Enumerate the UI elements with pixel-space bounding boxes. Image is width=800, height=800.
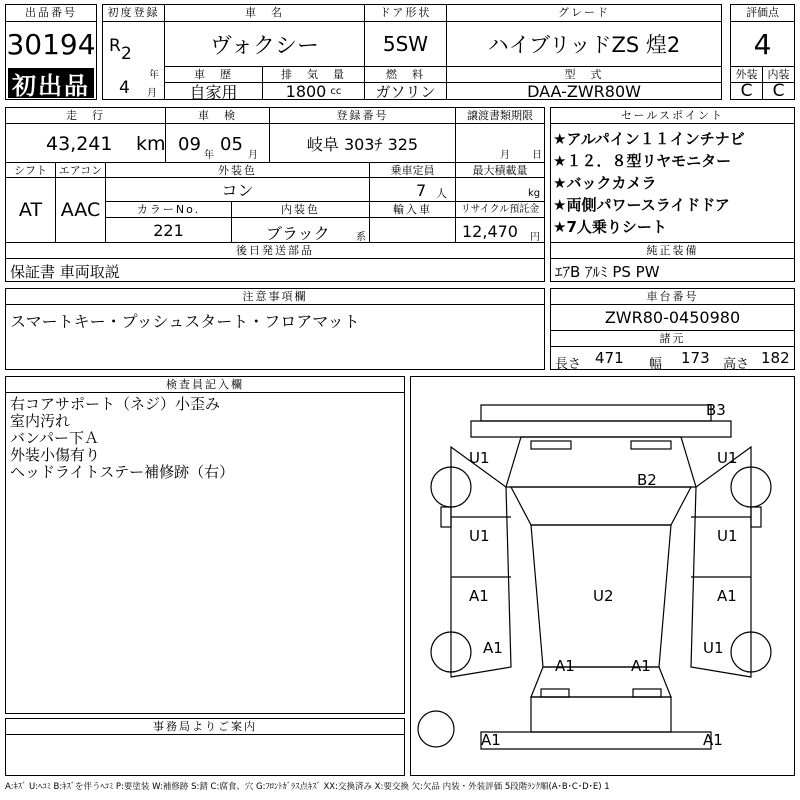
history: 自家用 xyxy=(165,83,263,99)
damage-mark: U1 xyxy=(703,639,724,657)
capacity-label: 乗車定員 xyxy=(370,162,456,178)
notes-label: 注意事項欄 xyxy=(6,289,544,305)
chassis-number: ZWR80-0450980 xyxy=(551,305,794,331)
front-panel xyxy=(471,421,731,437)
fuel: ガソリン xyxy=(365,83,447,99)
genuine-box xyxy=(550,242,795,282)
lot-number-label: 出品番号 xyxy=(6,5,96,22)
sales-points-label: セールスポイント xyxy=(551,108,794,124)
damage-mark: A1 xyxy=(717,587,737,605)
first-reg-month: 4 xyxy=(119,78,130,98)
mileage: 43,241 xyxy=(46,133,113,155)
grade: ハイブリッドZS 煌2 xyxy=(487,33,681,57)
inspection-year: 09 xyxy=(178,134,201,155)
int-color: ブラック xyxy=(266,224,330,243)
transfer-label: 譲渡書類期限 xyxy=(456,108,544,124)
later-parts-label: 後日発送部品 xyxy=(6,243,544,259)
int-color-cell xyxy=(232,218,370,242)
sales-point-item: ★両側パワースライドドア xyxy=(553,196,730,214)
score-label: 評価点 xyxy=(731,5,794,22)
damage-mark: U1 xyxy=(717,527,738,545)
specs-label: 諸元 xyxy=(551,331,794,347)
mileage-cell xyxy=(6,124,166,162)
width: 173 xyxy=(681,349,710,367)
color-no: 221 xyxy=(106,218,232,242)
damage-mark: A1 xyxy=(703,731,723,749)
int-color-label: 内装色 xyxy=(232,202,370,218)
damage-mark: A1 xyxy=(483,639,503,657)
first-listing-badge xyxy=(8,68,94,98)
transfer-cell xyxy=(456,124,544,162)
notes-box xyxy=(5,288,545,370)
mileage-unit: km xyxy=(136,133,166,155)
car-diagram xyxy=(410,376,795,776)
inspector-line: 室内汚れ xyxy=(10,412,71,430)
model-label: 型 式 xyxy=(447,66,721,83)
specs-row xyxy=(551,347,794,372)
inspector-line: ヘッドライトステー補修跡（右） xyxy=(10,463,235,481)
score-box xyxy=(730,4,795,100)
shift-label: シフト xyxy=(6,162,56,178)
damage-mark: B2 xyxy=(637,471,657,489)
height-label: 高さ xyxy=(723,357,750,372)
ext-color: コン xyxy=(106,178,370,202)
displacement-label: 排 気 量 xyxy=(263,66,365,83)
inspector-label: 検査員記入欄 xyxy=(6,377,404,393)
damage-mark: A1 xyxy=(481,731,501,749)
width-label: 幅 xyxy=(649,357,663,372)
damage-mark: A1 xyxy=(555,657,575,675)
ext-color-label: 外装色 xyxy=(106,162,370,178)
door-type: 5SW xyxy=(365,22,447,66)
sales-point-item: ★１２．８型リヤモニター xyxy=(553,152,732,170)
exterior-label: 外装 xyxy=(731,66,763,83)
import-cell xyxy=(370,218,456,242)
import-label: 輸入車 xyxy=(370,202,456,218)
sales-points-list xyxy=(553,128,793,238)
length-label: 長さ xyxy=(555,357,582,372)
transfer-day-unit: 日 xyxy=(532,150,542,161)
month-unit: 月 xyxy=(147,88,157,99)
damage-mark: U1 xyxy=(717,449,738,467)
lot-number-box xyxy=(5,4,97,100)
capacity: 7 xyxy=(416,181,427,200)
era-year: 2 xyxy=(121,44,132,64)
inspector-line: 外装小傷有り xyxy=(10,446,101,464)
door-label: ドア形状 xyxy=(365,5,447,22)
inspection-cell xyxy=(166,124,270,162)
int-color-unit: 系 xyxy=(356,232,366,243)
sales-points-box xyxy=(550,107,795,243)
later-parts-value: 保証書 車両取説 xyxy=(10,263,120,281)
interior-label: 内装 xyxy=(763,66,794,83)
sales-point-item: ★7人乗りシート xyxy=(553,218,667,236)
lot-number: 30194 xyxy=(6,27,96,61)
chassis-box xyxy=(550,288,795,370)
later-parts-box xyxy=(5,242,545,282)
first-reg-year-cell xyxy=(103,22,165,81)
load-cell xyxy=(456,178,544,202)
mileage-label: 走 行 xyxy=(6,108,166,124)
car-name: ヴォクシー xyxy=(165,22,365,66)
capacity-cell xyxy=(370,178,456,202)
car-name-label: 車 名 xyxy=(165,5,365,22)
windshield xyxy=(511,487,691,525)
reg-label: 登録番号 xyxy=(270,108,456,124)
front-bumper xyxy=(481,405,711,421)
damage-mark: U2 xyxy=(593,587,614,605)
damage-mark: A1 xyxy=(469,587,489,605)
sales-point-item: ★アルパイン１１インチナビ xyxy=(553,130,745,148)
recycle-cell xyxy=(456,218,544,242)
right-mirror xyxy=(751,507,761,527)
recycle-unit: 円 xyxy=(530,232,540,243)
inspection-year-unit: 年 xyxy=(204,150,214,161)
era: R xyxy=(109,36,121,56)
details-box xyxy=(5,107,545,243)
inspection-label: 車 検 xyxy=(166,108,270,124)
model: DAA-ZWR80W xyxy=(527,81,641,101)
damage-mark: U1 xyxy=(469,449,490,467)
length: 471 xyxy=(595,349,624,367)
load-unit: kg xyxy=(528,188,541,199)
bonnet xyxy=(506,437,696,487)
inspection-month: 05 xyxy=(220,134,243,155)
damage-mark: A1 xyxy=(631,657,651,675)
month-cell xyxy=(103,66,165,99)
load-label: 最大積載量 xyxy=(456,162,544,178)
inspector-box xyxy=(5,376,405,714)
inspector-line: バンパー下Ａ xyxy=(10,429,99,447)
main-header-box xyxy=(102,4,722,100)
inspector-line: 右コアサポート（ネジ）小歪み xyxy=(10,395,221,413)
recycle: 12,470 xyxy=(462,222,518,241)
score: 4 xyxy=(753,27,772,61)
chassis-label: 車台番号 xyxy=(551,289,794,305)
genuine-value: ｴｱB ｱﾙﾐ PS PW xyxy=(555,263,660,281)
inspection-month-unit: 月 xyxy=(248,150,258,161)
ac: AAC xyxy=(56,178,106,242)
rear-gate xyxy=(531,697,671,732)
notes-value: スマートキー・プッシュスタート・フロアマット xyxy=(10,312,360,331)
office-label: 事務局よりご案内 xyxy=(6,719,404,735)
damage-mark: U1 xyxy=(469,527,490,545)
shift: AT xyxy=(6,178,56,242)
recycle-label: リサイクル預託金 xyxy=(456,202,544,218)
damage-mark: B3 xyxy=(706,401,726,419)
rear-bumper xyxy=(481,732,711,749)
left-mirror xyxy=(441,507,451,527)
first-reg-label: 初度登録 xyxy=(103,5,165,22)
inspector-lines xyxy=(10,396,400,481)
genuine-label: 純正装備 xyxy=(551,243,794,259)
sales-point-item: ★バックカメラ xyxy=(553,174,657,192)
reg-number: 岐阜 303ﾁ 325 xyxy=(270,124,456,162)
capacity-unit: 人 xyxy=(436,187,447,200)
fuel-label: 燃 料 xyxy=(365,66,447,83)
grade-label: グレード xyxy=(447,5,721,22)
displacement: 1800 xyxy=(285,81,327,101)
history-label: 車 歴 xyxy=(165,66,263,83)
exterior-grade: C xyxy=(731,83,763,99)
ac-label: エアコン xyxy=(56,162,106,178)
spare-wheel xyxy=(418,711,454,747)
height: 182 xyxy=(761,349,790,367)
car-outline-svg xyxy=(411,377,794,775)
year-unit: 年 xyxy=(149,70,159,81)
office-box xyxy=(5,718,405,776)
interior-grade: C xyxy=(772,81,785,101)
displacement-cell xyxy=(263,83,365,99)
displacement-unit: cc xyxy=(330,85,342,97)
legend: A:ｷｽﾞ U:ﾍｺﾐ B:ｷｽﾞを伴うﾍｺﾐ P:要塗装 W:補修跡 S:錆 C:腐食、穴 G:ﾌﾛﾝﾄｶﾞﾗｽ点ｷｽﾞ XX:交換済み X:要交換 欠:欠品 内装・外装評価 5段階ﾗﾝｸ順(A･B･C･D･E) 1 xyxy=(5,782,610,792)
first-listing-text: 初出品 xyxy=(12,71,90,100)
transfer-month-unit: 月 xyxy=(500,150,510,161)
color-no-label: カラーNo. xyxy=(106,202,232,218)
